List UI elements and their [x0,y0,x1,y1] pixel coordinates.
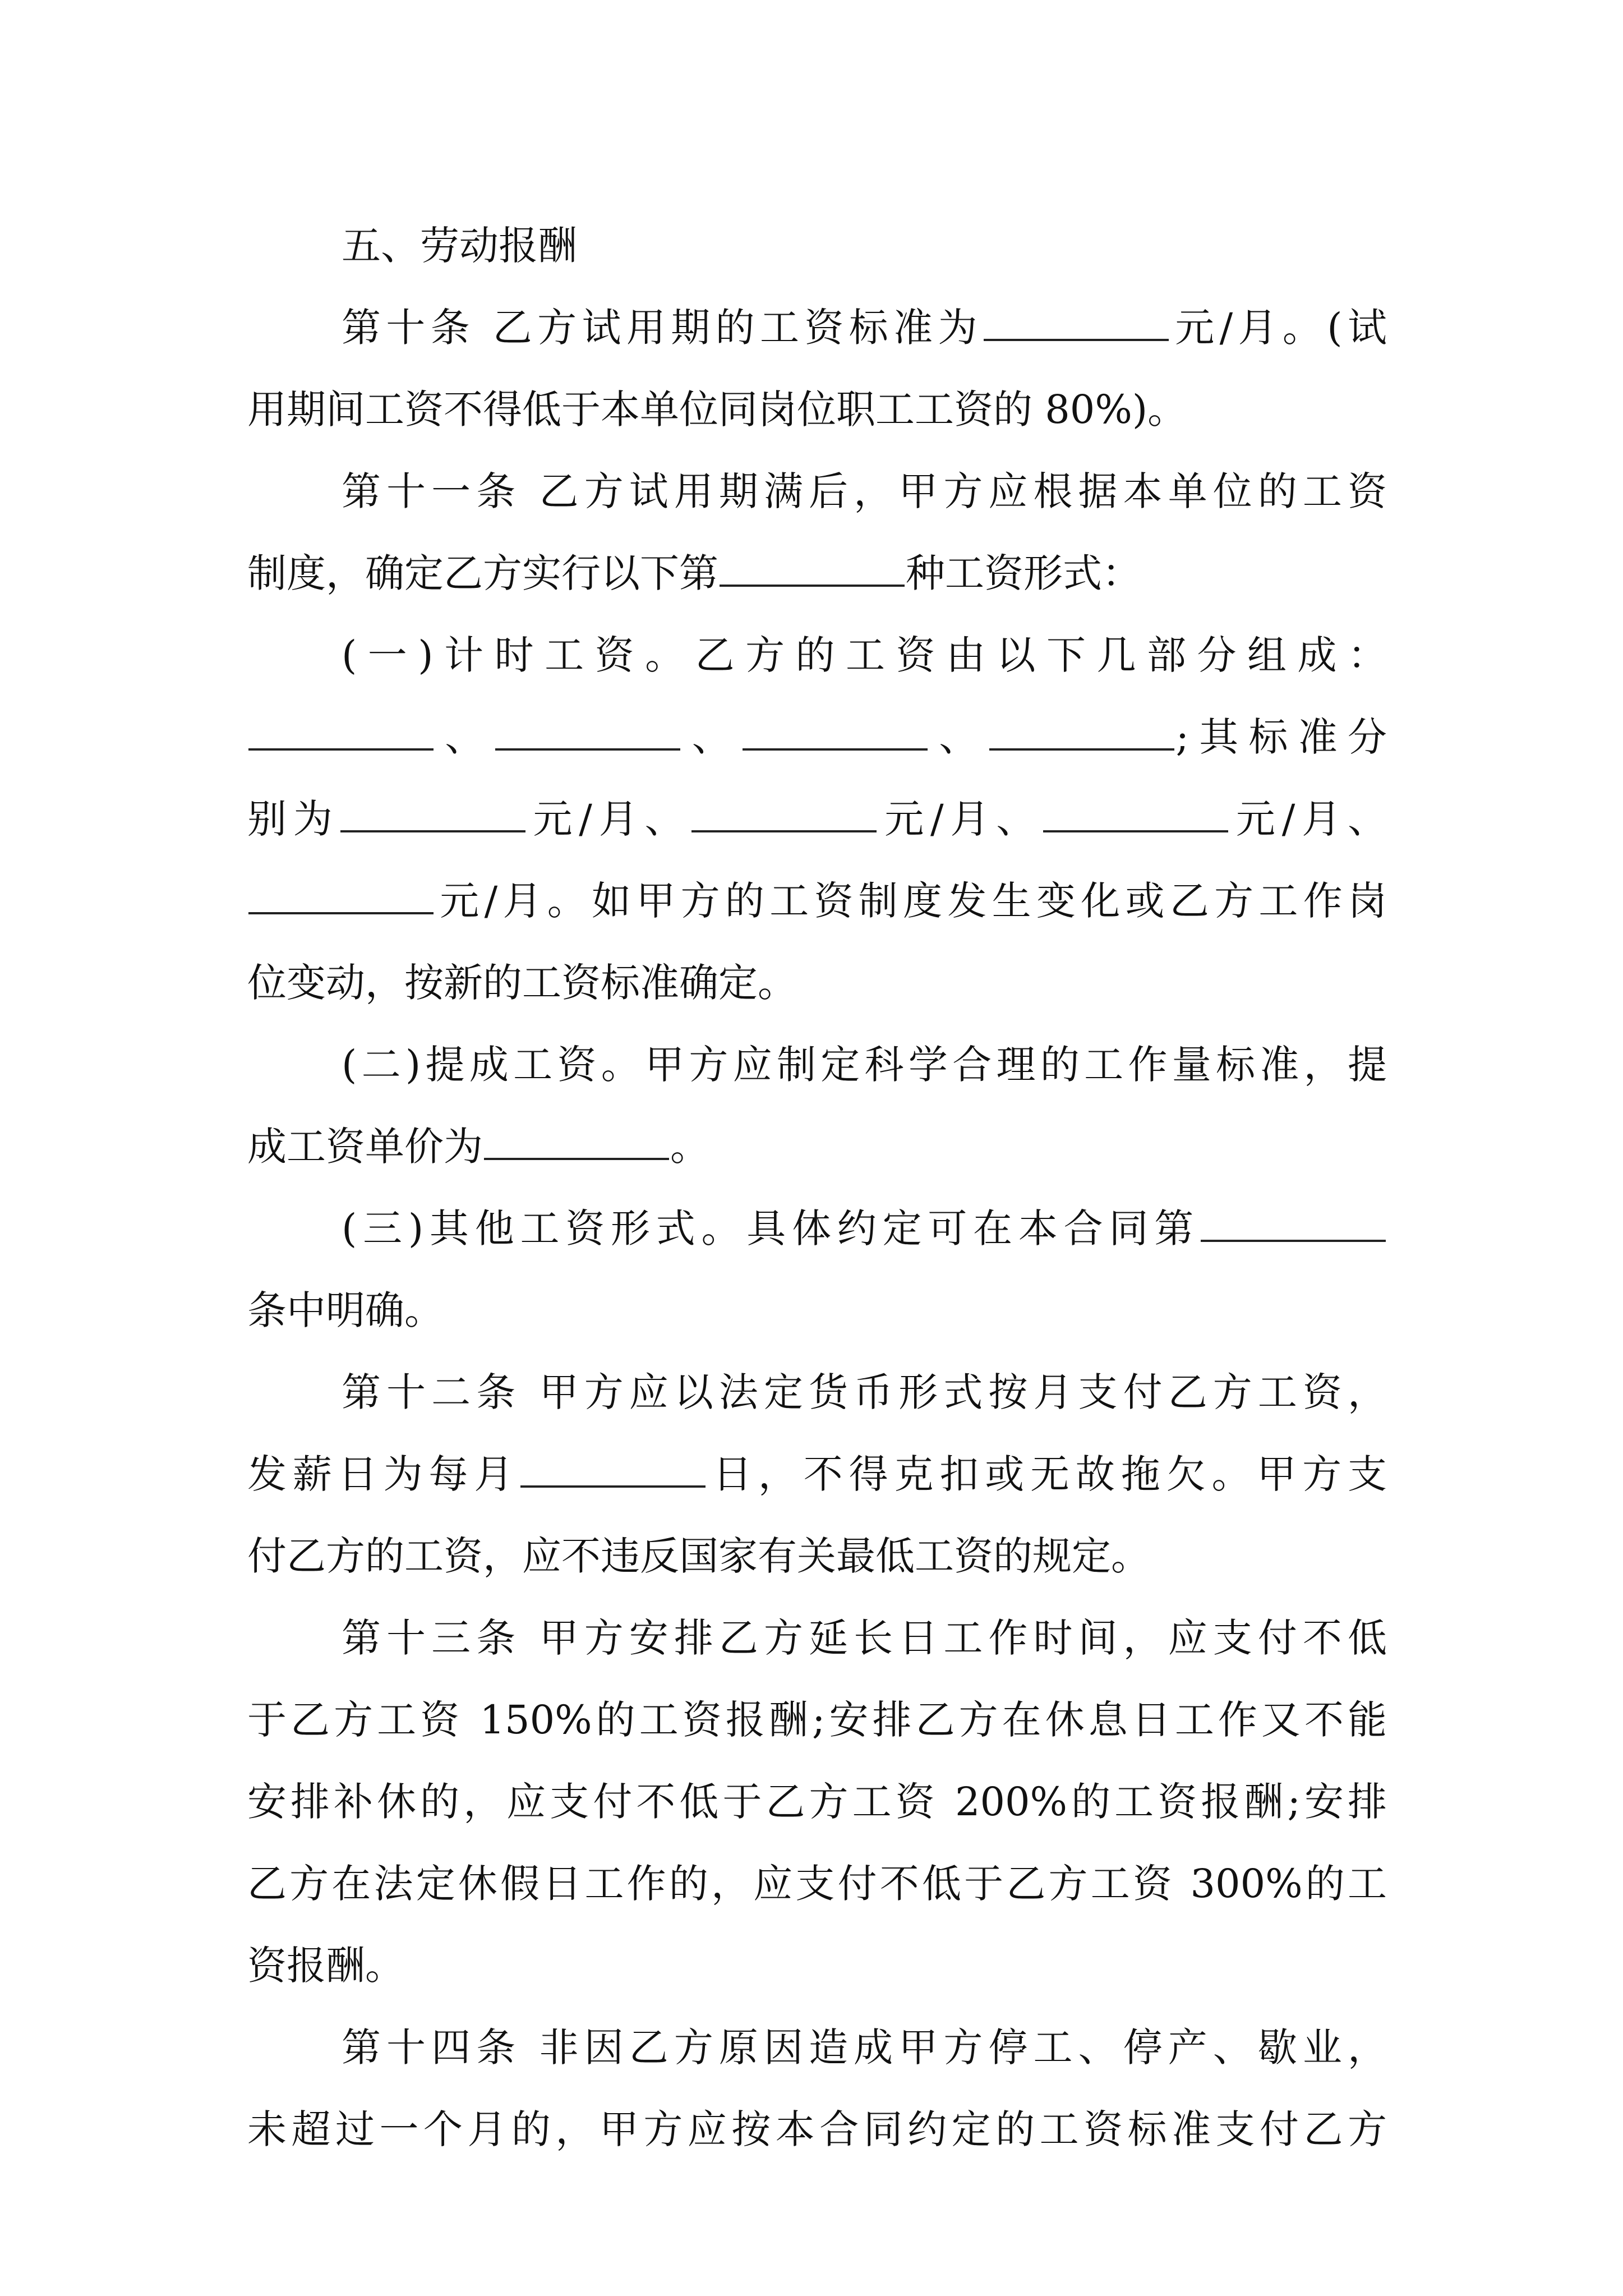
paragraph-line: 用期间工资不得低于本单位同岗位职工工资的 80%)。 [247,386,1187,432]
paragraph-line: 制度，确定乙方实行以下第 种工资形式： [247,550,1141,596]
paragraph-line: 位变动，按新的工资标准确定。 [247,960,797,1006]
paragraph-line: 第十一条 乙方试用期满后，甲方应根据本单位的工资 [342,468,1387,514]
paragraph-line: 发薪日为每月 日，不得克扣或无故拖欠。甲方支 [247,1451,1387,1497]
fill-blank [989,748,1174,751]
paragraph-line: 、 、 、 ;其标准分 [247,696,1387,778]
paragraph-line: 付乙方的工资，应不违反国家有关最低工资的规定。 [247,1533,1150,1579]
paragraph-line: 安排补休的，应支付不低于乙方工资 200%的工资报酬;安排 [247,1779,1387,1825]
paragraph-line: (二)提成工资。甲方应制定科学合理的工作量标准，提 [342,1042,1387,1088]
paragraph-line: 成工资单价为 。 [247,1124,709,1170]
paragraph-line: 第十四条 非因乙方原因造成甲方停工、停产、歇业， [342,2024,1387,2070]
fill-blank [248,748,434,751]
paragraph-line: 未超过一个月的，甲方应按本合同约定的工资标准支付乙方 [247,2106,1387,2152]
paragraph-line: (一)计时工资。乙方的工资由以下几部分组成： [342,632,1387,678]
paragraph-line: 第十条 乙方试用期的工资标准为 元/月。(试 [342,305,1387,351]
fill-blank [1201,1240,1386,1242]
fill-blank [1043,830,1228,832]
paragraph-line: 第十二条 甲方应以法定货币形式按月支付乙方工资， [342,1369,1387,1415]
section-heading: 五、劳动报酬 [342,223,577,269]
paragraph-line: 第十三条 甲方安排乙方延长日工作时间，应支付不低 [342,1615,1387,1661]
fill-blank [720,585,905,587]
fill-blank [248,912,434,914]
paragraph-line: 别为 元/月、 元/月、 元/月、 [247,796,1387,842]
fill-blank [520,1485,706,1488]
paragraph-line: (三)其他工资形式。具体约定可在本合同第 [247,1188,1387,1269]
fill-blank [743,748,928,751]
fill-blank [495,748,680,751]
fill-blank [984,339,1169,341]
fill-blank [340,830,525,832]
paragraph-line: 条中明确。 [247,1287,444,1333]
contract-text [247,205,1387,2170]
paragraph-line: 资报酬。 [247,1943,404,1989]
fill-blank [484,1158,669,1160]
paragraph-line: 乙方在法定休假日工作的，应支付不低于乙方工资 300%的工 [247,1861,1387,1907]
fill-blank [691,830,877,832]
paragraph-line: 元/月。如甲方的工资制度发生变化或乙方工作岗 [247,860,1387,942]
paragraph-line: 于乙方工资 150%的工资报酬;安排乙方在休息日工作又不能 [247,1697,1387,1743]
